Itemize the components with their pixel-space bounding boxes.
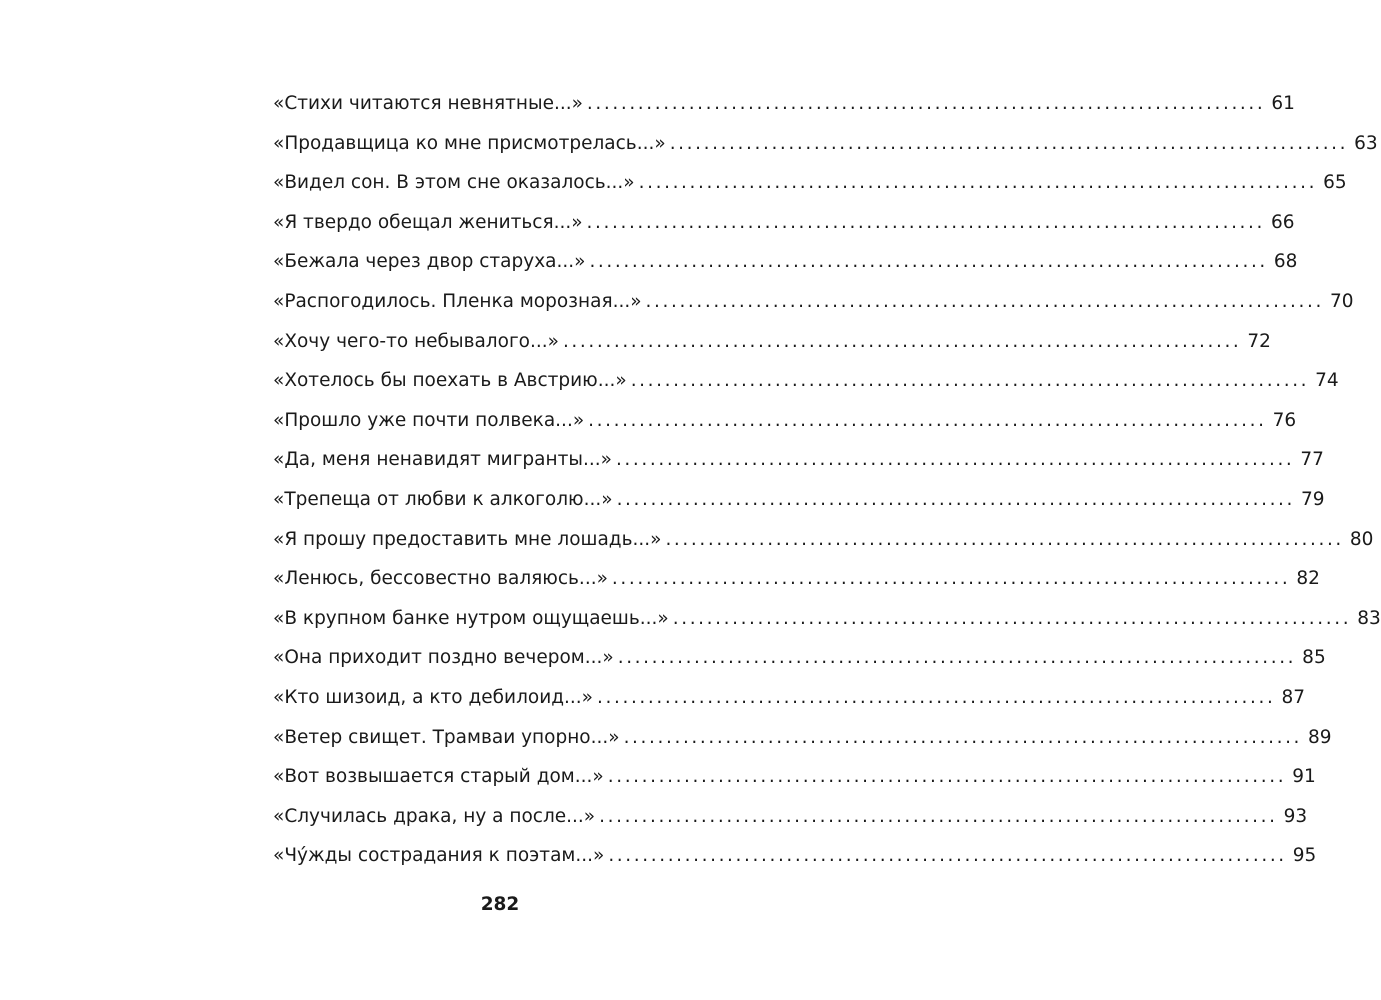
toc-entry-page: 85	[1302, 647, 1326, 669]
toc-entry-title: «Видел сон. В этом сне оказалось...»	[273, 172, 635, 194]
toc-entry	[273, 88, 1295, 128]
dot-leader: ................................................................................	[616, 488, 1296, 510]
toc-entry	[273, 761, 1316, 801]
toc-entry-page: 80	[1349, 528, 1374, 550]
dot-leader: ................................................................................	[615, 449, 1295, 471]
dot-leader: ................................................................................	[597, 686, 1276, 708]
dot-leader: ................................................................................	[617, 647, 1297, 669]
toc-entry	[273, 603, 1381, 643]
page-number: 282	[480, 894, 520, 915]
toc-entry-title: «Ленюсь, бессовестно валяюсь...»	[273, 568, 608, 590]
toc-entry-title: «Стихи читаются невнятные...»	[273, 93, 583, 114]
toc-entry-title: «Она приходит поздно вечером...»	[273, 647, 614, 669]
toc-entry-title: «Кто шизоид, а кто дебилоид...»	[273, 686, 594, 708]
toc-entry-title: «Продавщица ко мне присмотрелась...»	[273, 132, 666, 154]
dot-leader: ................................................................................	[630, 370, 1310, 392]
dot-leader: ................................................................................	[599, 805, 1278, 827]
toc-entry	[273, 840, 1317, 880]
dot-leader: ................................................................................	[588, 409, 1267, 431]
toc-entry-title: «Случилась драка, ну а после...»	[273, 805, 596, 827]
dot-leader: ................................................................................	[611, 568, 1291, 590]
toc-entry	[273, 167, 1347, 207]
dot-leader: ................................................................................	[669, 132, 1349, 154]
toc-entry	[273, 326, 1271, 366]
toc-entry-page: 63	[1354, 132, 1378, 154]
dot-leader: ................................................................................	[562, 330, 1242, 352]
toc-entry	[273, 563, 1320, 603]
toc-entry-title: «Я прошу предоставить мне лошадь...»	[273, 528, 662, 550]
dot-leader: ................................................................................	[586, 211, 1265, 233]
dot-leader: ................................................................................	[672, 607, 1352, 629]
toc-entry	[273, 642, 1326, 682]
dot-leader: ................................................................................	[589, 251, 1268, 273]
toc-entry-title: «Трепеща от любви к алкоголю...»	[273, 488, 613, 510]
toc-entry-page: 66	[1271, 211, 1295, 233]
dot-leader: ................................................................................	[608, 845, 1287, 867]
toc-entry-title: «Распогодилось. Пленка морозная...»	[273, 290, 642, 312]
toc-entry	[273, 801, 1308, 841]
table-of-contents	[273, 88, 1381, 880]
dot-leader: ................................................................................	[623, 726, 1303, 748]
toc-entry-title: «Чу́жды сострадания к поэтам...»	[273, 845, 605, 867]
toc-entry	[273, 682, 1306, 722]
toc-entry-page: 87	[1281, 686, 1306, 708]
toc-entry-page: 68	[1273, 251, 1298, 273]
toc-entry-title: «Ветер свищет. Трамваи упорно...»	[273, 726, 620, 748]
toc-entry-page: 83	[1357, 607, 1381, 629]
toc-entry-page: 77	[1300, 449, 1324, 471]
toc-entry	[273, 207, 1295, 247]
toc-entry-page: 95	[1292, 845, 1317, 867]
toc-entry-page: 93	[1283, 805, 1308, 827]
toc-entry	[273, 484, 1325, 524]
toc-entry	[273, 524, 1374, 564]
toc-entry-page: 72	[1247, 330, 1271, 352]
toc-entry-title: «Прошло уже почти полвека...»	[273, 409, 585, 431]
dot-leader: ................................................................................	[586, 93, 1266, 114]
toc-entry	[273, 365, 1339, 405]
toc-entry-page: 91	[1292, 766, 1316, 788]
toc-entry-title: «В крупном банке нутром ощущаешь...»	[273, 607, 669, 629]
toc-entry-page: 79	[1301, 488, 1325, 510]
toc-entry-page: 76	[1272, 409, 1297, 431]
toc-entry-title: «Бежала через двор старуха...»	[273, 251, 586, 273]
toc-entry-page: 74	[1315, 370, 1339, 392]
toc-entry-title: «Да, меня ненавидят мигранты...»	[273, 449, 612, 471]
toc-entry-page: 89	[1308, 726, 1332, 748]
toc-entry-title: «Хочу чего-то небывалого...»	[273, 330, 559, 352]
toc-entry-page: 70	[1329, 290, 1354, 312]
dot-leader: ................................................................................	[607, 766, 1287, 788]
dot-leader: ................................................................................	[645, 290, 1324, 312]
toc-entry-page: 82	[1296, 568, 1320, 590]
toc-entry-page: 65	[1323, 172, 1347, 194]
toc-entry	[273, 246, 1298, 286]
toc-entry	[273, 128, 1378, 168]
toc-entry	[273, 444, 1324, 484]
toc-entry	[273, 286, 1354, 326]
dot-leader: ................................................................................	[665, 528, 1344, 550]
toc-entry-title: «Вот возвышается старый дом...»	[273, 766, 604, 788]
toc-entry-title: «Я твердо обещал жениться...»	[273, 211, 583, 233]
toc-entry-title: «Хотелось бы поехать в Австрию...»	[273, 370, 627, 392]
toc-entry	[273, 722, 1332, 762]
toc-entry	[273, 405, 1297, 445]
toc-entry-page: 61	[1271, 93, 1295, 114]
dot-leader: ................................................................................	[638, 172, 1318, 194]
